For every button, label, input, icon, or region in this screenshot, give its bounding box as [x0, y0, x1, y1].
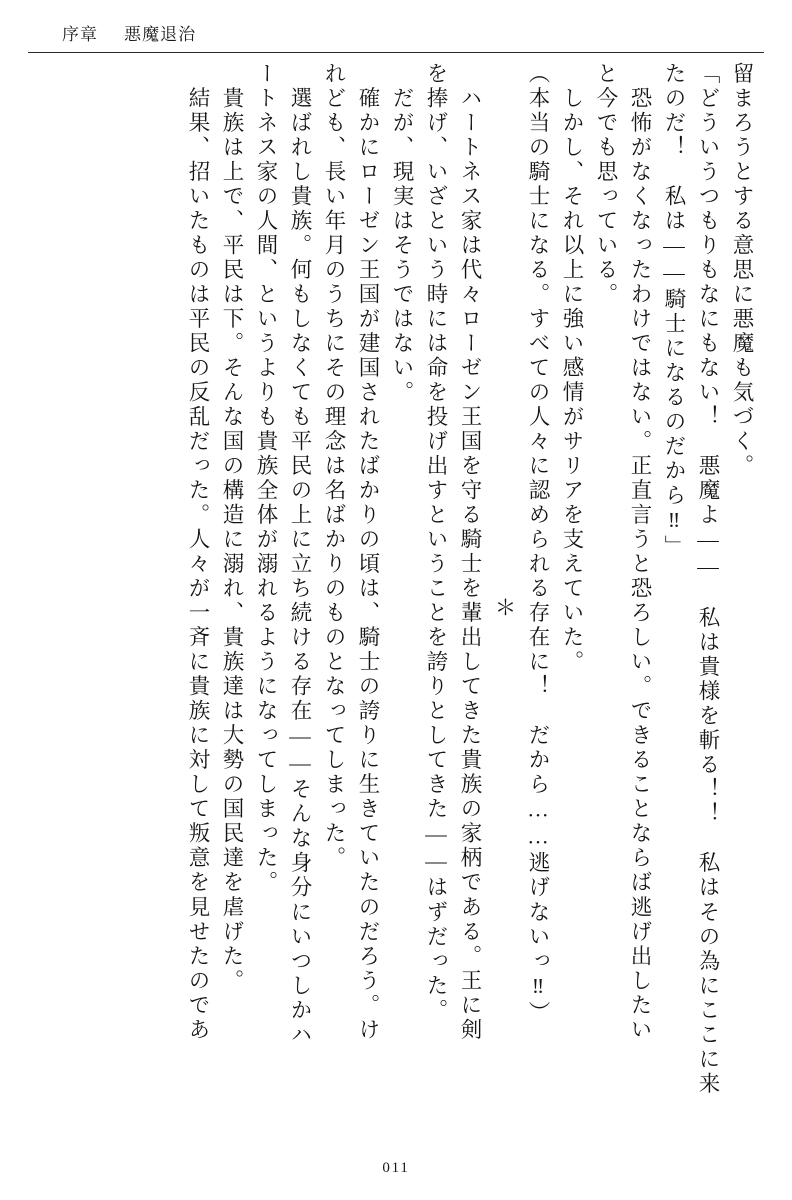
- text-line: だが、現実はそうではない。: [390, 62, 414, 406]
- header-divider: [28, 52, 764, 53]
- text-line: 確かにローゼン王国が建国されたばかりの頃は、騎士の誇りに生きていたのだろう。け: [356, 62, 380, 1043]
- text-line: （本当の騎士になる。すべての人々に認められる存在に！ だから……逃げないっ‼）: [526, 62, 550, 1026]
- text-line: ートネス家の人間、というよりも貴族全体が溺れるようになってしまった。: [254, 62, 278, 896]
- page-number: 011: [382, 1160, 410, 1176]
- text-line: ハートネス家は代々ローゼン王国を守る騎士を輩出してきた貴族の家柄である。王に剣: [458, 62, 482, 1043]
- text-line: 結果、招いたものは平民の反乱だった。人々が一斉に貴族に対して叛意を見せたのであ: [186, 62, 210, 1043]
- text-line: 貴族は上で、平民は下。そんな国の構造に溺れ、貴族達は大勢の国民達を虐げた。: [220, 62, 244, 994]
- text-line: 選ばれし貴族。何もしなくても平民の上に立ち続ける存在――そんな身分にいつしかハ: [288, 62, 312, 1048]
- text-line: を捧げ、いざという時には命を投げ出すということを誇りとしてきた――はずだった。: [424, 62, 448, 1023]
- text-line: 恐怖がなくなったわけではない。正直言うと恐ろしい。できることならば逃げ出したい: [628, 62, 652, 1043]
- text-line: 「どういうつもりもなにもない！ 悪魔よ―― 私は貴様を斬る！！ 私はその為にここに来: [696, 62, 720, 1097]
- chapter-title: 悪魔退治: [124, 25, 197, 44]
- body-text: [40, 62, 752, 1142]
- text-line: 留まろうとする意思に悪魔も気づく。: [730, 62, 754, 479]
- chapter-label: 序章: [62, 25, 99, 44]
- running-head: [62, 20, 196, 45]
- text-line: たのだ！ 私は――騎士になるのだから‼」: [662, 62, 686, 560]
- text-line: れども、長い年月のうちにその理念は名ばかりのものとなってしまった。: [322, 62, 346, 871]
- scene-separator: ＊: [492, 595, 516, 621]
- text-line: と今でも思っている。: [594, 62, 618, 308]
- text-line: しかし、それ以上に強い感情がサリアを支えていた。: [560, 62, 584, 675]
